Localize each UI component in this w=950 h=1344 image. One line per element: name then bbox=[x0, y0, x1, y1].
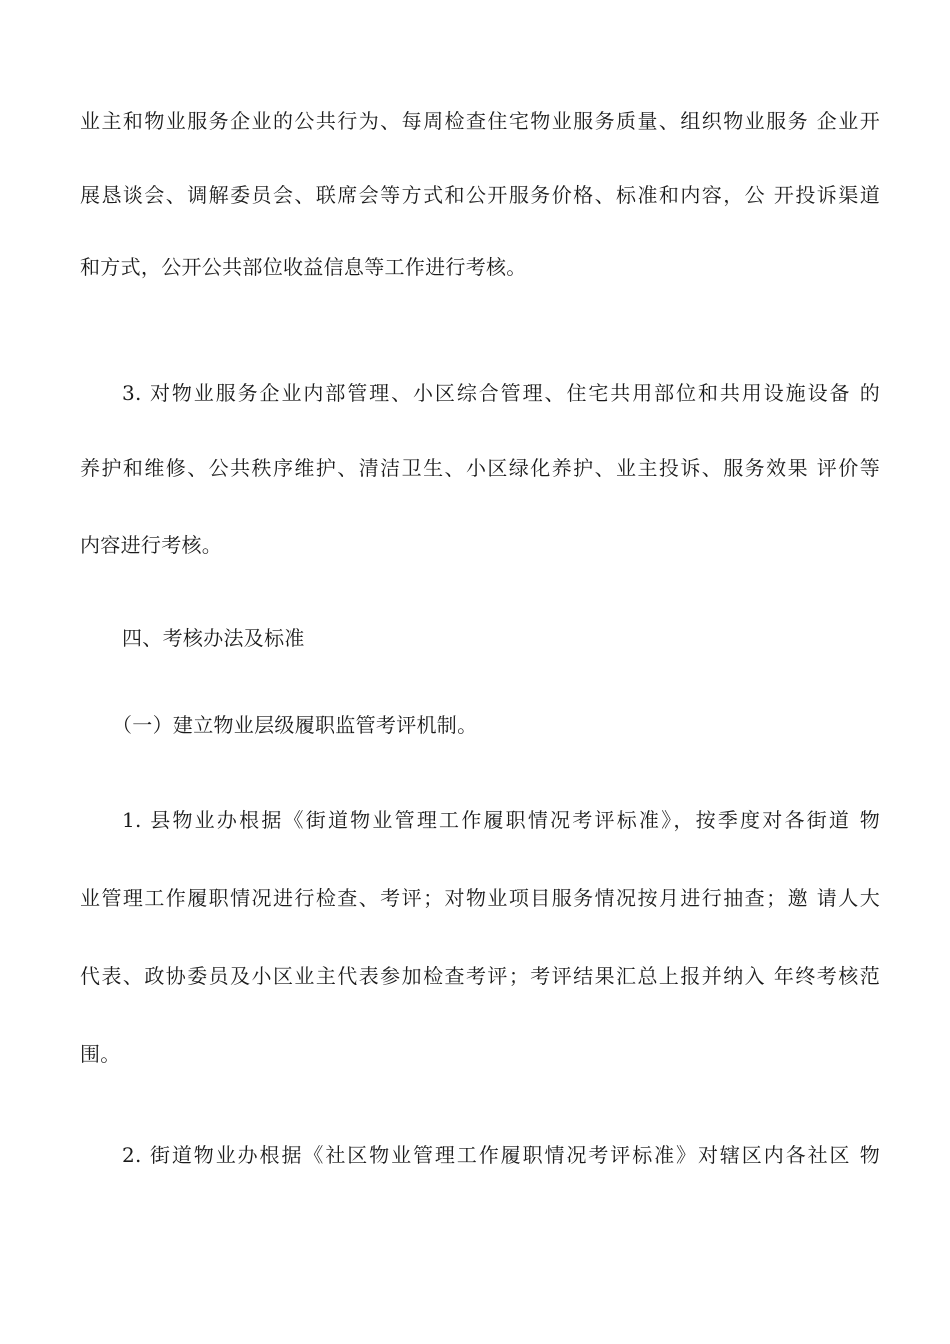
section-heading: 四、考核办法及标准 bbox=[122, 626, 305, 650]
text-line: 内容进行考核。 bbox=[80, 533, 223, 557]
text-line: 业主和物业服务企业的公共行为、每周检查住宅物业服务质量、组织物业服务 企业开 bbox=[80, 109, 880, 133]
text-line: 展恳谈会、调解委员会、联席会等方式和公开服务价格、标准和内容，公 开投诉渠道 bbox=[80, 183, 880, 207]
text-line: 围。 bbox=[80, 1042, 121, 1066]
text-line: 养护和维修、公共秩序维护、清洁卫生、小区绿化养护、业主投诉、服务效果 评价等 bbox=[80, 456, 880, 480]
text-line: 业管理工作履职情况进行检查、考评；对物业项目服务情况按月进行抽查；邀 请人大 bbox=[80, 886, 880, 910]
text-line: 3. 对物业服务企业内部管理、小区综合管理、住宅共用部位和共用设施设备 的 bbox=[122, 381, 880, 405]
subsection-heading: （一）建立物业层级履职监管考评机制。 bbox=[112, 713, 478, 737]
text-line: 和方式，公开公共部位收益信息等工作进行考核。 bbox=[80, 255, 527, 279]
text-line: 1. 县物业办根据《街道物业管理工作履职情况考评标准》，按季度对各街道 物 bbox=[122, 808, 880, 832]
text-line: 2. 街道物业办根据《社区物业管理工作履职情况考评标准》对辖区内各社区 物 bbox=[122, 1143, 880, 1167]
text-line: 代表、政协委员及小区业主代表参加检查考评；考评结果汇总上报并纳入 年终考核范 bbox=[80, 964, 880, 988]
